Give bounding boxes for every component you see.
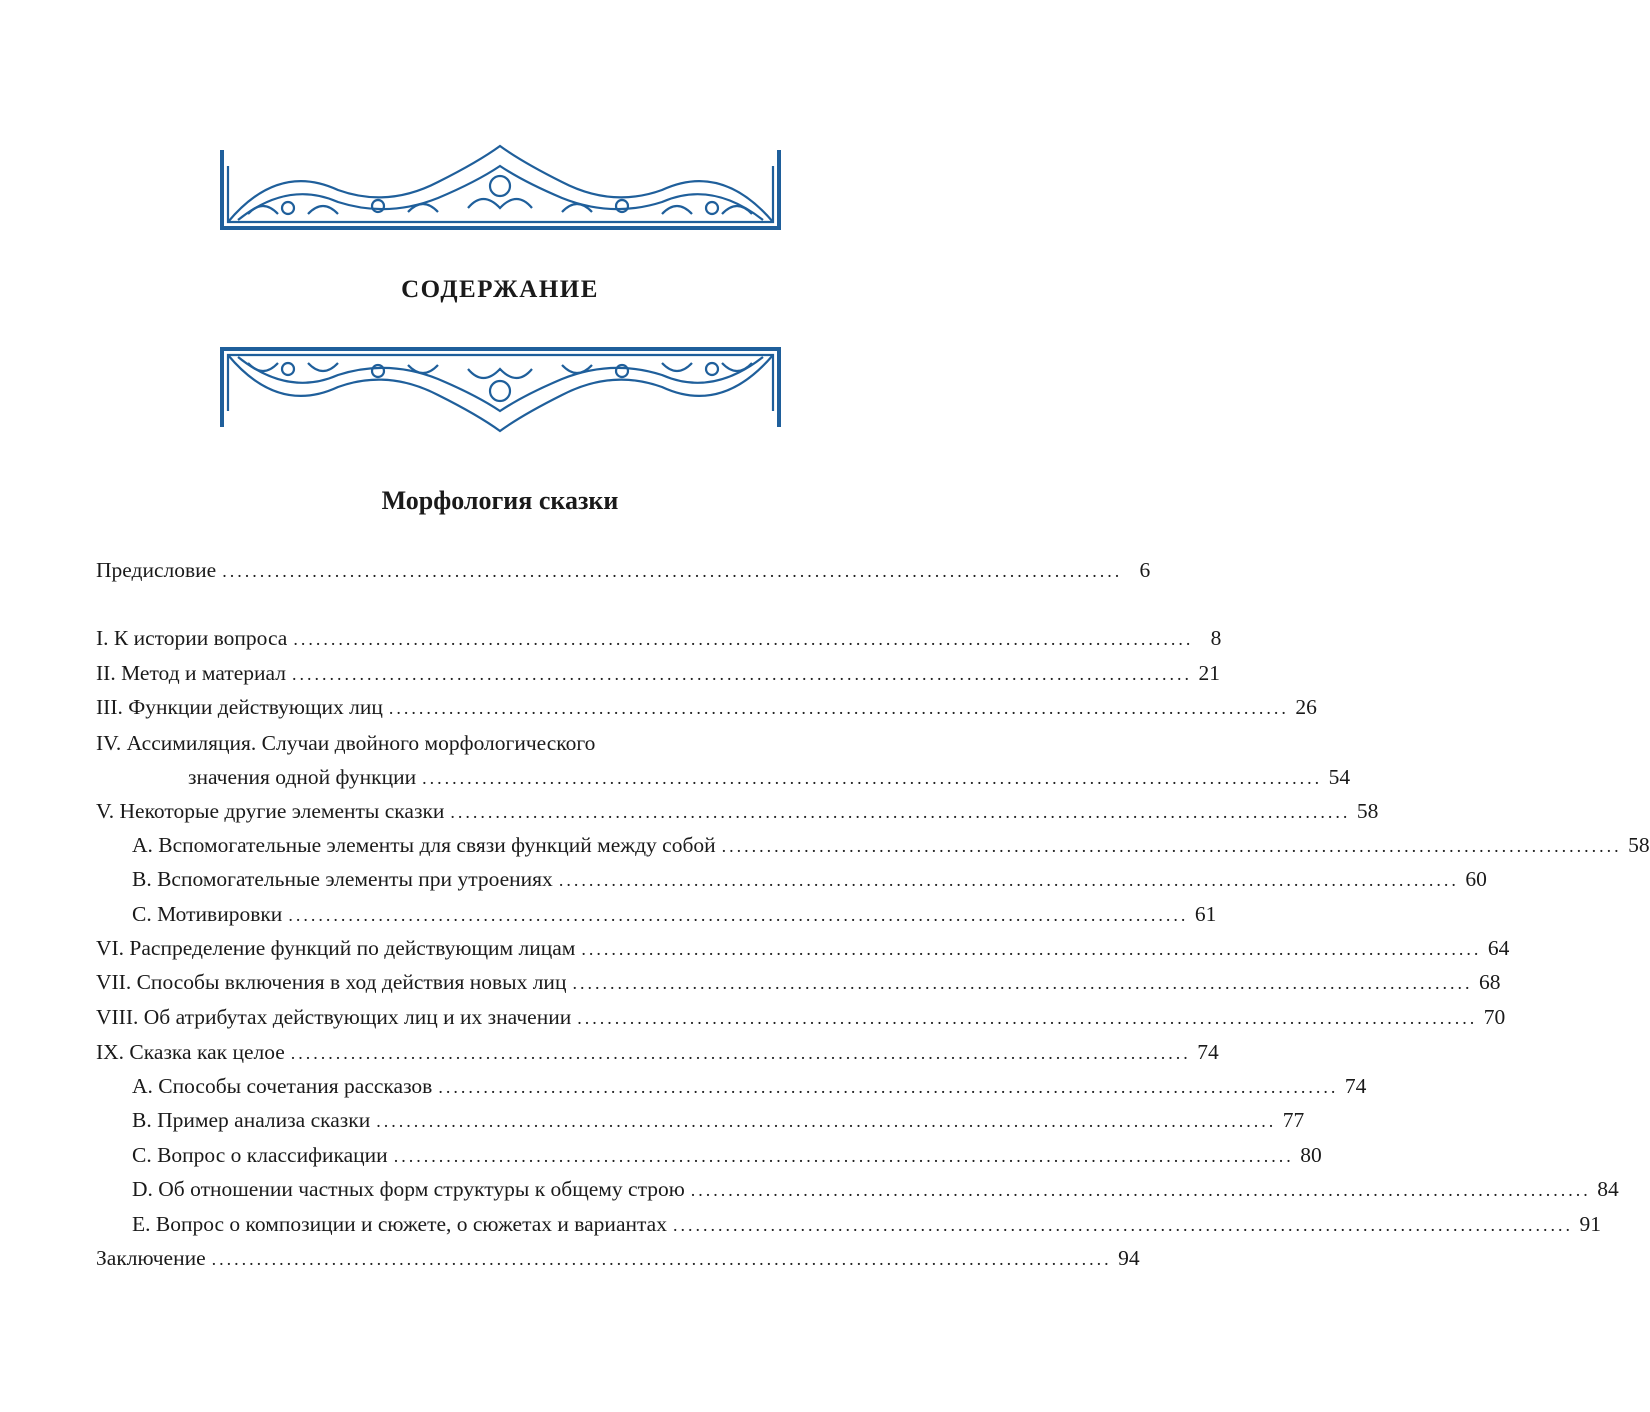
toc-entry-label: VII. Способы включения в ход действия новых лиц bbox=[96, 970, 567, 994]
toc-entry-page: 68 bbox=[1478, 970, 1501, 994]
toc-entry-label: II. Метод и материал bbox=[96, 661, 286, 685]
toc-entry-page: 74 bbox=[1344, 1074, 1367, 1098]
toc-subentry[interactable]: B. Вспомогательные элементы при утроениях ........................................................................................................................ 60 bbox=[132, 867, 1487, 891]
toc-entry-page: 80 bbox=[1300, 1143, 1322, 1167]
toc-entry-page: 70 bbox=[1483, 1005, 1506, 1029]
toc-entry[interactable]: Предисловие ........................................................................................................................ 6 bbox=[96, 558, 1151, 582]
toc-subentry[interactable]: B. Пример анализа сказки ........................................................................................................................ 77 bbox=[132, 1108, 1305, 1132]
toc-entry-page: 91 bbox=[1579, 1212, 1601, 1236]
toc-entry-page: 54 bbox=[1328, 765, 1351, 789]
toc-entry-label: A. Вспомогательные элементы для связи функций между собой bbox=[132, 833, 716, 857]
toc-entry[interactable]: VI. Распределение функций по действующим лицам ........................................................................................................................ 64 bbox=[96, 936, 1510, 960]
toc-subentry[interactable]: C. Вопрос о классификации ........................................................................................................................ 80 bbox=[132, 1143, 1322, 1167]
toc-subentry[interactable]: E. Вопрос о композиции и сюжете, о сюжетах и вариантах ........................................................................................................................ 91 bbox=[132, 1212, 1601, 1236]
ornament-top-icon bbox=[218, 142, 783, 232]
toc-entry-label: III. Функции действующих лиц bbox=[96, 695, 383, 719]
toc-entry-label: B. Пример анализа сказки bbox=[132, 1108, 371, 1132]
toc-subentry[interactable]: A. Вспомогательные элементы для связи функций между собой ........................................................................................................................ 58 bbox=[132, 833, 1650, 857]
toc-entry[interactable]: VII. Способы включения в ход действия новых лиц ........................................................................................................................ 68 bbox=[96, 970, 1501, 994]
toc-entry-label: B. Вспомогательные элементы при утроениях bbox=[132, 867, 553, 891]
page-heading: СОДЕРЖАНИЕ bbox=[401, 276, 599, 303]
toc-entry-page: 64 bbox=[1487, 936, 1510, 960]
toc-entry-label: IV. Ассимиляция. Случаи двойного морфологического bbox=[96, 731, 596, 755]
toc-entry[interactable]: значения одной функции ........................................................................................................................ 54 bbox=[188, 765, 1351, 789]
toc-entry-label: Предисловие bbox=[96, 558, 217, 582]
toc-entry-page: 58 bbox=[1628, 833, 1650, 857]
toc-entry-page: 84 bbox=[1597, 1177, 1619, 1201]
toc-entry-label: Заключение bbox=[96, 1246, 206, 1270]
toc-entry-label: C. Вопрос о классификации bbox=[132, 1143, 388, 1167]
toc-entry-label: значения одной функции bbox=[188, 765, 417, 789]
toc-entry-label: IX. Сказка как целое bbox=[96, 1040, 285, 1064]
toc-entry-label: E. Вопрос о композиции и сюжете, о сюжетах и вариантах bbox=[132, 1212, 667, 1236]
toc-entry[interactable]: III. Функции действующих лиц ........................................................................................................................ 26 bbox=[96, 695, 1317, 719]
toc-entry[interactable]: Заключение ........................................................................................................................ 94 bbox=[96, 1246, 1140, 1270]
toc-entry[interactable]: IX. Сказка как целое ........................................................................................................................ 74 bbox=[96, 1040, 1219, 1064]
toc-entry[interactable]: II. Метод и материал ........................................................................................................................ 21 bbox=[96, 661, 1220, 685]
toc-entry-label: VI. Распределение функций по действующим лицам bbox=[96, 936, 576, 960]
toc-entry-page: 94 bbox=[1118, 1246, 1140, 1270]
toc-entry-page: 8 bbox=[1210, 626, 1222, 650]
book-title: Морфология сказки bbox=[381, 486, 619, 515]
toc-subentry[interactable]: D. Об отношении частных форм структуры к общему строю ........................................................................................................................ 84 bbox=[132, 1177, 1619, 1201]
toc-entry-label: I. К истории вопроса bbox=[96, 626, 288, 650]
toc-entry[interactable]: I. К истории вопроса ........................................................................................................................ 8 bbox=[96, 626, 1222, 650]
toc-entry-page: 77 bbox=[1282, 1108, 1305, 1132]
toc-entry-page: 6 bbox=[1139, 558, 1151, 582]
toc-subentry[interactable]: C. Мотивировки ........................................................................................................................ 61 bbox=[132, 902, 1217, 926]
toc-entry[interactable]: V. Некоторые другие элементы сказки ........................................................................................................................ 58 bbox=[96, 799, 1379, 823]
toc-entry-page: 60 bbox=[1465, 867, 1487, 891]
toc-entry-label: A. Способы сочетания рассказов bbox=[132, 1074, 433, 1098]
toc-entry-label: V. Некоторые другие элементы сказки bbox=[96, 799, 445, 823]
toc-entry-label: C. Мотивировки bbox=[132, 902, 283, 926]
toc-entry-label: VIII. Об атрибутах действующих лиц и их значении bbox=[96, 1005, 572, 1029]
toc-entry-first-line[interactable] bbox=[96, 731, 902, 765]
toc-entry-label: D. Об отношении частных форм структуры к общему строю bbox=[132, 1177, 685, 1201]
toc-entry-page: 58 bbox=[1356, 799, 1379, 823]
toc-entry-page: 26 bbox=[1295, 695, 1317, 719]
toc-entry-page: 74 bbox=[1197, 1040, 1219, 1064]
ornament-bottom-icon bbox=[218, 345, 783, 435]
toc-entry[interactable]: VIII. Об атрибутах действующих лиц и их значении ........................................................................................................................ 70 bbox=[96, 1005, 1506, 1029]
toc-entry-page: 61 bbox=[1194, 902, 1217, 926]
toc-entry-page: 21 bbox=[1198, 661, 1220, 685]
toc-subentry[interactable]: A. Способы сочетания рассказов ........................................................................................................................ 74 bbox=[132, 1074, 1367, 1098]
